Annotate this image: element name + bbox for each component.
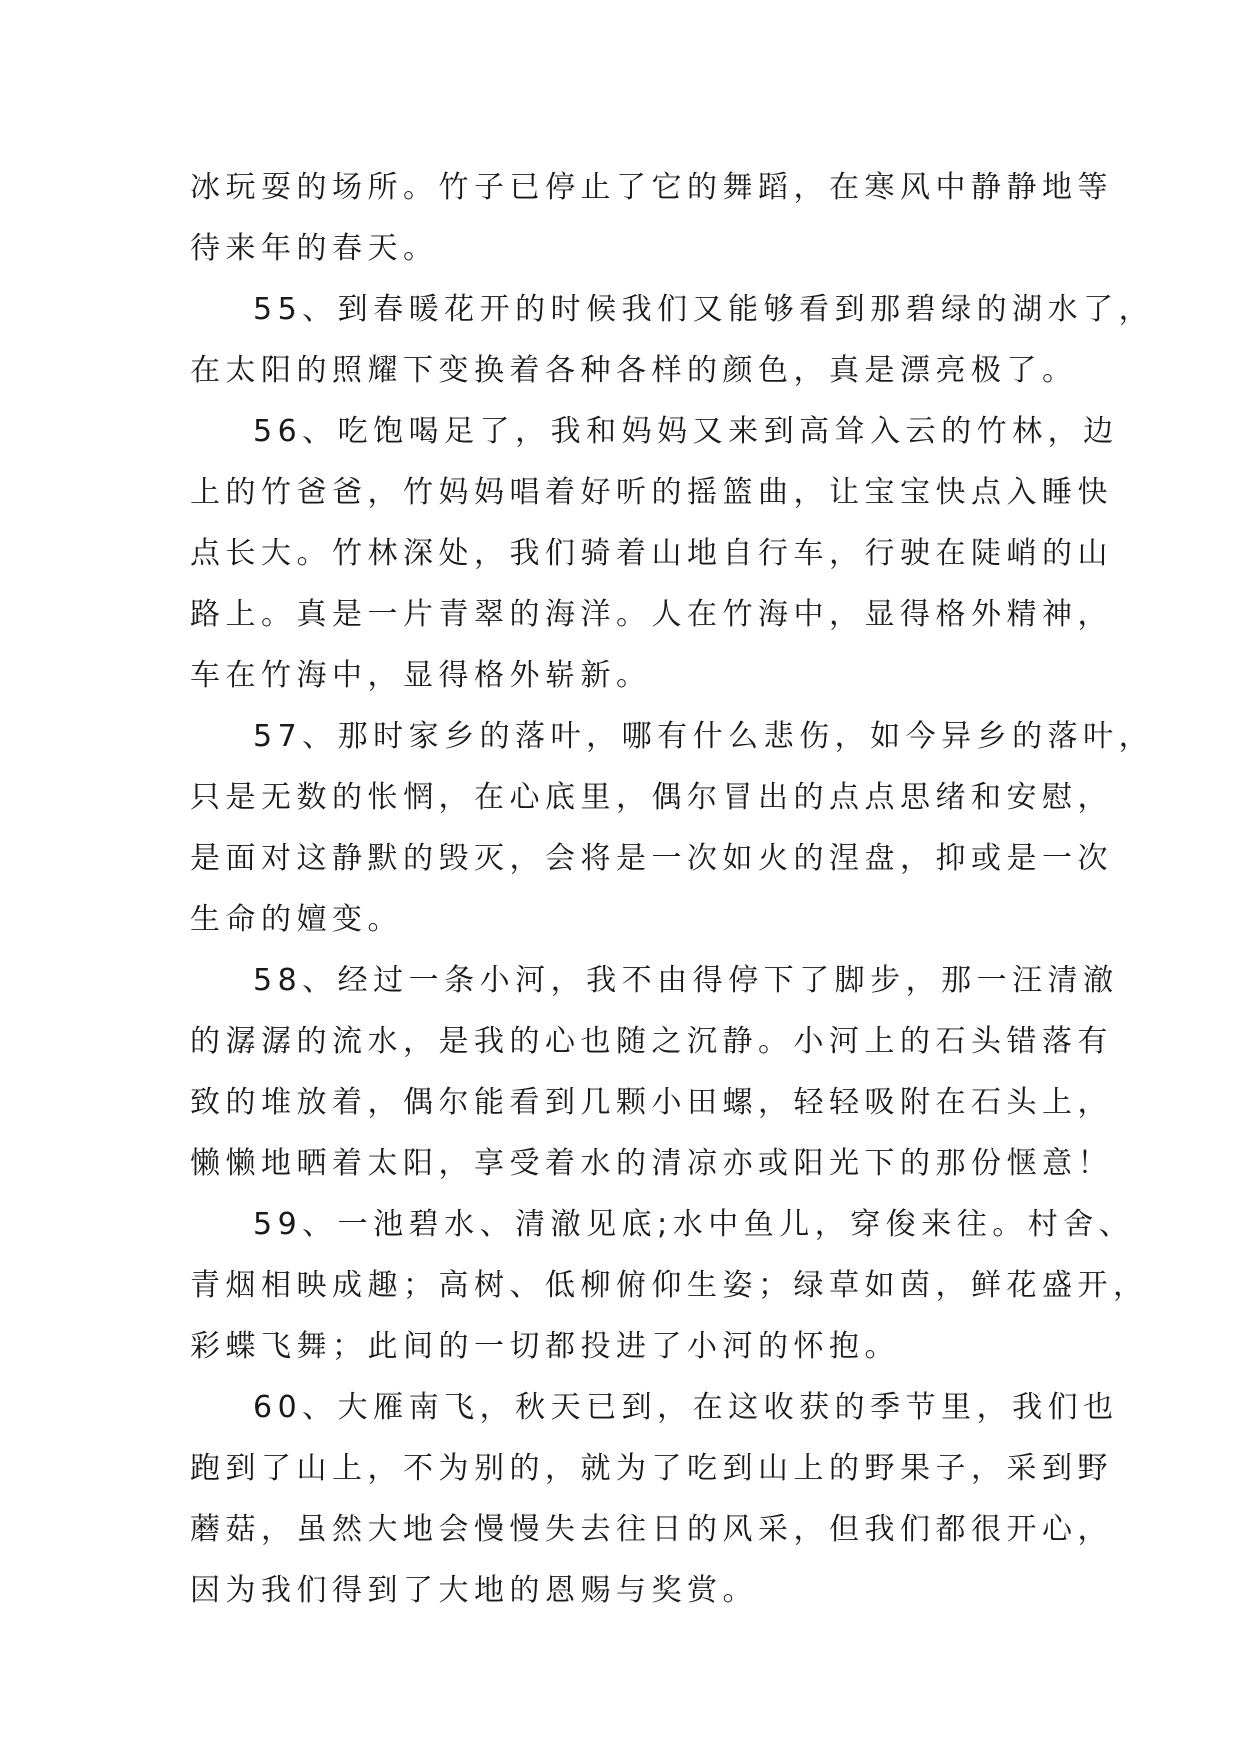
paragraph-continuation (190, 157, 1113, 279)
text-line: 只是无数的怅惘，在心底里，偶尔冒出的点点思绪和安慰， (190, 780, 1113, 815)
paragraph-59 (190, 1194, 1149, 1377)
text-line: 点长大。竹林深处，我们骑着山地自行车，行驶在陡峭的山 (190, 536, 1113, 571)
text-line: 在太阳的照耀下变换着各种各样的颜色，真是漂亮极了。 (190, 353, 1078, 388)
paragraph-56 (190, 401, 1119, 706)
body-text (190, 157, 1155, 1621)
text-line: 58、经过一条小河，我不由得停下了脚步，那一汪清澈 (253, 963, 1119, 998)
text-line: 的潺潺的流水，是我的心也随之沉静。小河上的石头错落有 (190, 1024, 1113, 1059)
text-line: 待来年的春天。 (190, 231, 439, 266)
text-line: 青烟相映成趣；高树、低柳俯仰生姿；绿草如茵，鲜花盛开， (190, 1268, 1149, 1303)
text-line: 55、到春暖花开的时候我们又能够看到那碧绿的湖水了， (253, 292, 1155, 327)
text-line: 蘑菇，虽然大地会慢慢失去往日的风采，但我们都很开心， (190, 1512, 1113, 1547)
text-line: 56、吃饱喝足了，我和妈妈又来到高耸入云的竹林，边 (253, 414, 1119, 449)
text-line: 冰玩耍的场所。竹子已停止了它的舞蹈，在寒风中静静地等 (190, 170, 1113, 205)
text-line: 致的堆放着，偶尔能看到几颗小田螺，轻轻吸附在石头上， (190, 1085, 1113, 1120)
text-line: 57、那时家乡的落叶，哪有什么悲伤，如今异乡的落叶， (253, 719, 1155, 754)
text-line: 因为我们得到了大地的恩赐与奖赏。 (190, 1573, 758, 1608)
text-line: 跑到了山上，不为别的，就为了吃到山上的野果子，采到野 (190, 1451, 1113, 1486)
text-line: 路上。真是一片青翠的海洋。人在竹海中，显得格外精神， (190, 597, 1113, 632)
paragraph-55 (190, 279, 1155, 401)
text-line: 上的竹爸爸，竹妈妈唱着好听的摇篮曲，让宝宝快点入睡快 (190, 475, 1113, 510)
paragraph-60 (190, 1377, 1119, 1621)
text-line: 彩蝶飞舞；此间的一切都投进了小河的怀抱。 (190, 1329, 900, 1364)
paragraph-58 (190, 950, 1119, 1194)
text-line: 懒懒地晒着太阳，享受着水的清凉亦或阳光下的那份惬意！ (190, 1146, 1113, 1181)
text-line: 生命的嬗变。 (190, 902, 403, 937)
text-line: 是面对这静默的毁灭，会将是一次如火的涅盘，抑或是一次 (190, 841, 1113, 876)
paragraph-57 (190, 706, 1155, 950)
text-line: 59、一池碧水、清澈见底;水中鱼儿，穿俊来往。村舍、 (253, 1207, 1135, 1242)
text-line: 60、大雁南飞，秋天已到，在这收获的季节里，我们也 (253, 1390, 1119, 1425)
text-line: 车在竹海中，显得格外崭新。 (190, 658, 652, 693)
